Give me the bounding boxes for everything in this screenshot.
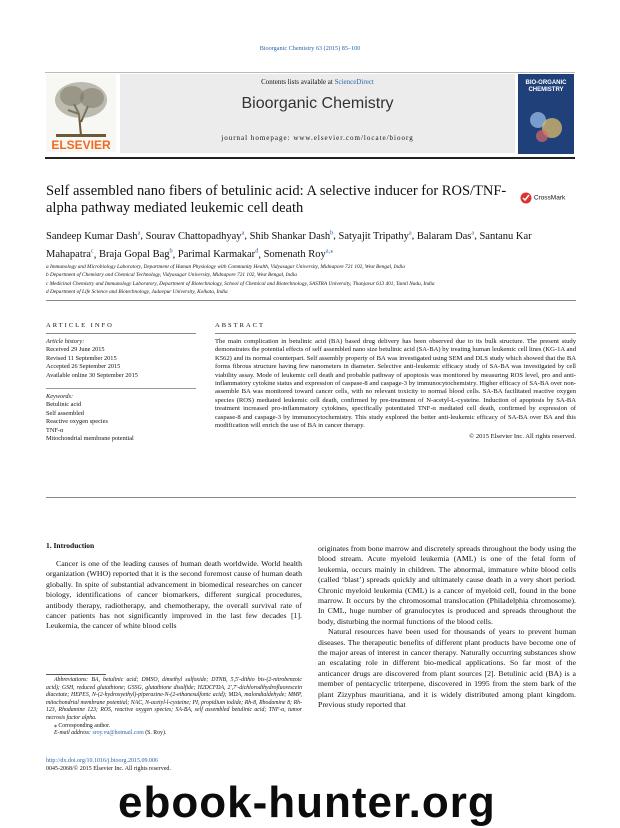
cover-molecule-image [524, 104, 568, 148]
email-line [46, 730, 302, 738]
author [146, 231, 245, 242]
info-rule [46, 333, 196, 334]
crossmark-badge[interactable] [520, 192, 580, 206]
author-name: Braja Gopal Bag [98, 249, 170, 260]
article-info-title: ARTICLE INFO [46, 322, 114, 329]
abstract-title: ABSTRACT [215, 322, 265, 329]
author-name: Sourav Chattopadhyay [145, 230, 242, 242]
keyword: TNF-α [46, 426, 64, 434]
author-affiliation-marker[interactable]: b [330, 229, 334, 236]
article-title: Self assembled nano fibers of betulinic acid: A selective inducer for ROS/TNF-alpha pathway mediated leukemic cell death [46, 183, 507, 216]
affiliation-c: c Medicinal Chemistry and Immunology Laboratory, Department of Biotechnology, School of Chemical and Biotechnology, SASTRA University, Thanjavur 613 401, Tamil Nadu, India [46, 280, 435, 287]
author-affiliation-marker[interactable]: a [137, 229, 141, 236]
history-accepted: Accepted 26 September 2015 [46, 363, 121, 371]
affiliations [46, 263, 576, 296]
issn: 0045-2068/© 2015 Elsevier Inc. All rights reserved. [46, 766, 171, 772]
author-name: Parimal Karmakar [177, 249, 256, 260]
copyright: © 2015 Elsevier Inc. All rights reserved. [469, 433, 576, 441]
doi-block [46, 757, 302, 773]
author [250, 231, 334, 242]
journal-homepage[interactable]: journal homepage: www.elsevier.com/locate/bioorg [221, 134, 414, 142]
info-divider [46, 388, 196, 389]
abstract-heading [215, 322, 576, 330]
journal-name: Bioorganic Chemistry [241, 95, 394, 112]
intro-paragraph-1: Cancer is one of the leading causes of human death worldwide. World health organization (WHO) reported that it is the second foremost cause of human death globally. In spite of substantial advancement in biomedical researches on cancer biology, identifications of cancer biomarkers, different surgical procedures, antibody therapy, radiotherapy, and chemotherapy, the overall survival rate of cancer patients has not significantly improved in the last few decades [1]. Leukemia, the cancer of white blood cells [46, 559, 302, 631]
author [339, 231, 412, 242]
cover-title: BIO-ORGANIC CHEMISTRY [525, 80, 567, 93]
author-affiliation-marker[interactable]: c [90, 247, 94, 255]
author [99, 249, 173, 260]
abbreviations: Abbreviations: BA, betulinic acid; DMSO, dimethyl sulfoxide; DTNB, 5,5′-dithio bis-(2-nitrobenzoic acid); GSH, reduced glutathione; GSSG, glutathione disulfide; H2DCFDA, 2′,7′-dichlorodihydrofluorescein diacetate; HEPES, N-(2-hydroxyethyl)-piperazine-N-(2-ethanesulfonic acid); MDA, malondialdehyde; MMP, mitochondrial membrane potential; NAC, N-acetyl-l-cysteine; PI, propidium iodide; Rh-8, Rhodamine 8; Rh-123, Rhodamine 123; ROS, reactive oxygen species; SA-BA, self assembled betulinic acid; TNF-α, tumor necrosis factor alpha. [46, 677, 302, 721]
sciencedirect-link[interactable]: ScienceDirect [334, 78, 374, 86]
author-affiliation-marker[interactable]: a [408, 229, 412, 236]
crossmark-label: CrossMark [533, 194, 566, 202]
email-suffix: (S. Roy). [143, 730, 167, 737]
contents-prefix: Contents lists available at [261, 78, 335, 86]
abstract-rule [215, 333, 576, 334]
author-name: Satyajit Tripathy [338, 230, 409, 242]
journal-citation[interactable]: Bioorganic Chemistry 63 (2015) 85–100 [259, 45, 361, 52]
author-list: Sandeep Kumar Dash$^a$, Sourav Chattopadhyay$^a$, Shib Shankar Dash$^b$, Satyajit Tripathy$^a$, Balaram Das$^a$, Santanu Kar Mahapatra$^c$, Braja Gopal Bag$^b$, Parimal Karmakar$^d$, Somenath Roy$^{a,⁎}$ [46, 229, 532, 260]
author [417, 231, 474, 242]
keywords-label: Keywords: [46, 393, 74, 401]
affiliation-d: d Department of Life Science and Biotechnology, Jadavpur University, Kolkata, India [46, 288, 228, 295]
divider [46, 300, 576, 301]
author-affiliation-marker[interactable]: a,⁎ [325, 247, 334, 255]
author-name: Somenath Roy [263, 249, 326, 260]
keyword: Betulinic acid [46, 401, 82, 409]
author-name: Santanu Kar Mahapatra [46, 230, 532, 260]
intro-paragraph-2: originates from bone marrow and discretely spreads throughout the body using the blood stream. Acute myeloid leukemia (AML) is one of the fetal form of leukemia, occurs mainly in children. The abnormal, immature white blood cells (called ‘blast’) spreads quickly and ultimately cause death in a very short period. Chronic myeloid leukemia (CML) is a cancer of myeloid cell, found in the bone marrow. It occurs by the chromosomal translocation (Philadelphia chromosome). In CML, huge number of granulocytes is produced and spreads throughout the body, disturbing the normal functions of the blood cells. [318, 544, 576, 626]
corresponding-author: ⁎ Corresponding author. [54, 722, 111, 729]
crossmark-icon [520, 192, 532, 204]
intro-column-1 [46, 559, 302, 632]
history-online: Available online 30 September 2015 [46, 371, 138, 379]
author-name: Balaram Das [416, 230, 472, 242]
publisher-logo: ELSEVIER [51, 138, 111, 152]
author-name: Sandeep Kumar Dash [46, 230, 138, 242]
keyword: Mitochondrial membrane potential [46, 435, 134, 443]
footnotes [46, 677, 302, 738]
history-revised: Revised 11 September 2015 [46, 354, 117, 362]
author [264, 249, 334, 260]
author-affiliation-marker[interactable]: d [255, 247, 259, 255]
contents-line [120, 78, 515, 86]
abstract [215, 338, 576, 442]
intro-paragraph-3: Natural resources have been used for thousands of years to prevent human diseases. The therapeutic benefits of different plant products have become one of the major areas of interest in cancer therapy. Naturally occurring substances show an escalating role in different bio-medical applications. So far most of the anticancer drugs are discovered from plant sources [2]. Betulinic acid (BA) is a member of pentacyclic triterpene, discovered in 1995 from the stem bark of the plant Zizyphus mauritiana, and it is widely distributed among plant kingdom. Previous study reported that [318, 627, 576, 710]
footnote-rule [46, 674, 106, 675]
affiliation-b: b Department of Chemistry and Chemical Technology, Vidyasagar University, Midnapore 721 102, West Bengal, India [46, 272, 297, 279]
author-name: Shib Shankar Dash [249, 230, 331, 242]
section-heading: 1. Introduction [46, 541, 95, 550]
article-info [46, 338, 196, 443]
affiliation-a: a Immunology and Microbiology Laboratory, Department of Human Physiology with Community Health, Vidyasagar University, Midnapore 721 102, West Bengal, India [46, 264, 405, 270]
author-affiliation-marker[interactable]: a [241, 229, 245, 236]
email-label: E-mail address: [54, 730, 93, 737]
keyword: Reactive oxygen species [46, 418, 108, 426]
keyword: Self assembled [46, 409, 84, 417]
divider [46, 497, 576, 498]
history-label: Article history: [46, 338, 85, 345]
author [46, 231, 140, 242]
history-received: Received 29 June 2015 [46, 346, 105, 354]
abstract-text: The main complication in betulinic acid (BA) based drug delivery has been observed due to its bulk structure. The present study demonstrates the potential effects of self assembled nano size betulinic acid (SA-BA) by treating human leukemic cell lines (KG-1A and K562) and its normal counterpart. Self assembly property of BA was investigated using SEM and DLS study which showed that the BA forms fibrous structure having few nanometers in diameter. Selective anti-leukemic efficacy study of SA-BA was investigated by cell viability assay. Mode of leukemic cell death and probable pathway of apoptosis was monitored by measuring ROS level, pro and anti-inflammatory cytokine status and expression of caspase-8 and caspage-3 by immunocytochemistry. Higher efficacy of SA-BA over non-assemble BA was monitored toward cancer cells, with no relevant toxicity to normal blood cells. SA-BA facilitated reactive oxygen species (ROS) mediated leukemic cell death, confirmed by pre-treatment of N-acetyl-L-cysteine. Induction of apoptosis by SA-BA treatment increased pro-inflammatory cytokines, specifically potentiated TNF-α mediated cell death, confirmed by expression of caspase-8 and caspage-3 by immunocytochemistry. This study explored the better anti-leukemic efficacy of SA-BA over BA and this modification will enrich the use of BA in cancer therapy. [215, 338, 576, 430]
author-affiliation-marker[interactable]: b [169, 247, 173, 255]
author-affiliation-marker[interactable]: a [471, 229, 475, 236]
watermark: ebook-hunter.org [118, 778, 496, 827]
doi-link[interactable]: http://dx.doi.org/10.1016/j.bioorg.2015.09.006 [46, 758, 158, 764]
author [178, 249, 258, 260]
intro-column-2 [318, 544, 576, 711]
email-link[interactable]: sroy.vu@hotmail.com [92, 730, 144, 737]
article-info-heading [46, 322, 196, 330]
